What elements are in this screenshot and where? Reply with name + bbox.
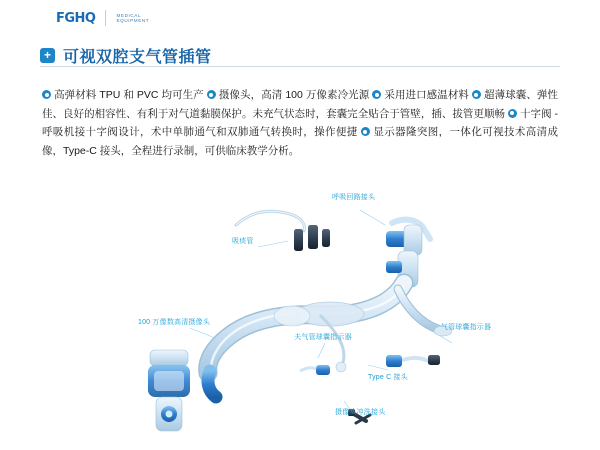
product-diagram <box>0 165 600 450</box>
bullet-icon <box>508 109 517 118</box>
plus-icon: + <box>40 48 55 63</box>
bullet-icon <box>42 90 51 99</box>
brand-subtitle-line1: MEDICAL <box>116 12 142 18</box>
brand-subtitle <box>116 13 149 24</box>
callout-suction-tube: 吸痰管 <box>232 238 254 245</box>
brand-logo-text: FGHQ <box>56 10 96 26</box>
page-title: 可视双腔支气管插管 <box>63 49 212 66</box>
description-item-1: 高弹材料 TPU 和 PVC 均可生产 <box>54 89 204 101</box>
description-item-4: 超薄球囊、弹性佳、良好的相容性、有利于对气道黏膜保护。未充气状态时，套囊完全贴合于管壁，插、拔管更顺畅 <box>42 89 559 120</box>
callout-camera-flush-connector: 摄像头冲洗接头 <box>335 409 386 416</box>
callout-type-c-connector: Type C 接头 <box>368 374 408 381</box>
description-block <box>42 86 558 160</box>
brand-subtitle-line2: EQUIPMENT <box>116 18 150 23</box>
callout-camera-head: 100 万像数高清摄像头 <box>138 319 211 326</box>
description-item-6: 显示器隆突图，一体化可视技术高清成像，Type-C 接头，全程进行录制，可供临床教学分析。 <box>42 126 559 157</box>
type-c-connector-graphic <box>386 355 440 367</box>
callout-tracheal-balloon-indicator: 夫气管球囊指示器 <box>294 334 352 341</box>
camera-head-graphic <box>148 350 190 431</box>
brand-logo <box>56 11 95 26</box>
description-item-2: 摄像头，高清 100 万像素冷光源 <box>218 89 370 101</box>
product-illustration <box>0 165 600 450</box>
brand-divider <box>105 10 106 26</box>
title-divider <box>40 66 560 67</box>
bullet-icon <box>472 90 481 99</box>
description-item-3: 采用进口感温材料 <box>384 89 469 101</box>
callout-bronchial-balloon-indicator: 气管球囊指示器 <box>440 324 492 331</box>
callout-breathing-circuit-connector: 呼吸回路接头 <box>332 194 376 201</box>
bullet-icon <box>361 127 370 136</box>
bullet-icon <box>207 90 216 99</box>
brand-header <box>56 10 149 26</box>
page-title-row <box>40 44 212 67</box>
lower-connector-graphic <box>300 365 330 375</box>
bullet-icon <box>372 90 381 99</box>
description-item-5: 十字阀 - 呼吸机接十字阀设计，术中单肺通气和双肺通气转换时，操作便捷 <box>42 107 558 138</box>
